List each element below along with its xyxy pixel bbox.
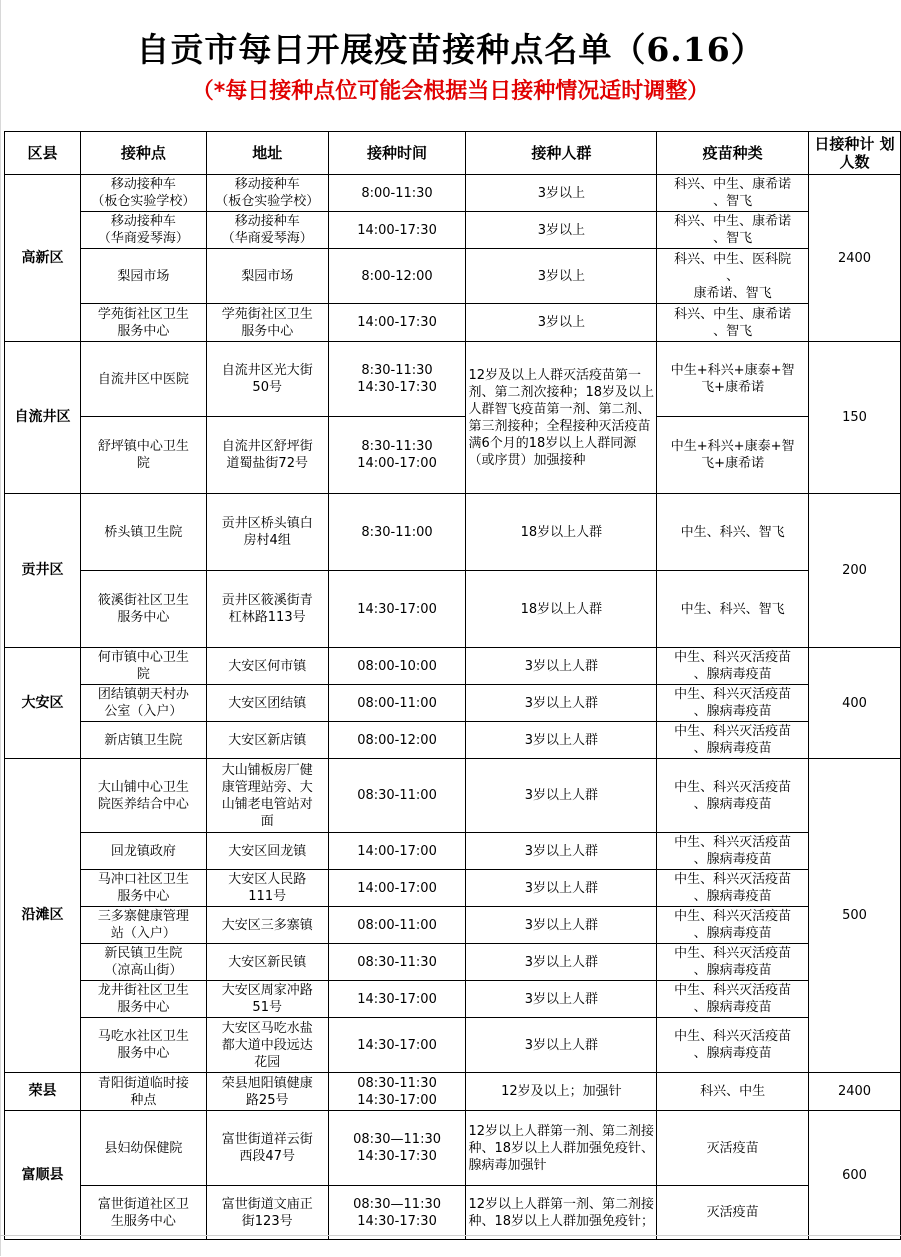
district-cell: 贡井区 xyxy=(5,494,81,648)
column-header-district: 区县 xyxy=(5,132,81,175)
vaccine-cell: 中生、科兴灭活疫苗 、腺病毒疫苗 xyxy=(657,907,809,944)
sheet-gridline xyxy=(0,0,1,1256)
quota-cell: 150 xyxy=(809,342,901,494)
population-cell: 3岁以上人群 xyxy=(466,907,657,944)
population-cell: 3岁以上人群 xyxy=(466,1018,657,1073)
address-cell: 自流井区光大街 50号 xyxy=(206,342,328,417)
vaccine-cell: 科兴、中生、康希诺 、智飞 xyxy=(657,175,809,212)
address-cell: 大安区马吃水盐 都大道中段远达 花园 xyxy=(206,1018,328,1073)
column-header-daily-quota: 日接种计 划人数 xyxy=(809,132,901,175)
vaccine-cell: 科兴、中生、康希诺 、智飞 xyxy=(657,304,809,342)
address-cell: 移动接种车 （板仓实验学校） xyxy=(206,175,328,212)
site-cell: 青阳街道临时接 种点 xyxy=(80,1073,206,1111)
table-row xyxy=(5,342,901,417)
time-cell: 8:00-12:00 xyxy=(328,249,466,304)
population-cell: 12岁及以上；加强针 xyxy=(466,1073,657,1111)
page-subtitle: （*每日接种点位可能会根据当日接种情况适时调整） xyxy=(191,79,710,104)
population-cell: 18岁以上人群 xyxy=(466,571,657,648)
time-cell: 14:30-17:00 xyxy=(328,1018,466,1073)
site-cell: 新店镇卫生院 xyxy=(80,722,206,759)
time-cell: 08:30—11:30 14:30-17:30 xyxy=(328,1186,466,1240)
address-cell: 学苑街社区卫生 服务中心 xyxy=(206,304,328,342)
vaccine-cell: 中生+科兴+康泰+智 飞+康希诺 xyxy=(657,417,809,494)
vaccine-cell: 中生、科兴灭活疫苗 、腺病毒疫苗 xyxy=(657,944,809,981)
column-header-population: 接种人群 xyxy=(466,132,657,175)
vaccine-cell: 中生、科兴灭活疫苗 、腺病毒疫苗 xyxy=(657,648,809,685)
time-cell: 14:30-17:00 xyxy=(328,571,466,648)
time-cell: 14:00-17:30 xyxy=(328,212,466,249)
table-row xyxy=(5,1073,901,1111)
population-cell: 3岁以上人群 xyxy=(466,648,657,685)
time-cell: 8:30-11:30 14:30-17:30 xyxy=(328,342,466,417)
table-header-row xyxy=(5,132,901,175)
site-cell: 移动接种车 （板仓实验学校） xyxy=(80,175,206,212)
population-cell: 12岁以上人群第一剂、第二剂接种、18岁以上人群加强免疫针、腺病毒加强针 xyxy=(466,1111,657,1186)
time-cell: 8:30-11:30 14:00-17:00 xyxy=(328,417,466,494)
table-row xyxy=(5,759,901,833)
site-cell: 回龙镇政府 xyxy=(80,833,206,870)
table-row xyxy=(5,944,901,981)
vaccine-cell: 科兴、中生、医科院 、 康希诺、智飞 xyxy=(657,249,809,304)
table-row xyxy=(5,907,901,944)
vaccine-cell: 中生、科兴灭活疫苗 、腺病毒疫苗 xyxy=(657,685,809,722)
quota-cell: 2400 xyxy=(809,175,901,342)
time-cell: 08:30-11:00 xyxy=(328,759,466,833)
district-cell: 富顺县 xyxy=(5,1111,81,1240)
table-row xyxy=(5,833,901,870)
site-cell: 马吃水社区卫生 服务中心 xyxy=(80,1018,206,1073)
site-cell: 何市镇中心卫生 院 xyxy=(80,648,206,685)
table-row xyxy=(5,870,901,907)
sheet-gridline xyxy=(0,1235,901,1257)
site-cell: 县妇幼保健院 xyxy=(80,1111,206,1186)
site-cell: 大山铺中心卫生 院医养结合中心 xyxy=(80,759,206,833)
address-cell: 富世街道祥云街 西段47号 xyxy=(206,1111,328,1186)
table-row xyxy=(5,685,901,722)
vaccine-cell: 中生、科兴灭活疫苗 、腺病毒疫苗 xyxy=(657,722,809,759)
district-cell: 高新区 xyxy=(5,175,81,342)
column-header-site: 接种点 xyxy=(80,132,206,175)
address-cell: 大安区何市镇 xyxy=(206,648,328,685)
site-cell: 三多寨健康管理 站（入户） xyxy=(80,907,206,944)
table-row xyxy=(5,304,901,342)
time-cell: 08:00-12:00 xyxy=(328,722,466,759)
time-cell: 14:00-17:00 xyxy=(328,833,466,870)
address-cell: 大安区周家冲路 51号 xyxy=(206,981,328,1018)
site-cell: 筱溪街社区卫生 服务中心 xyxy=(80,571,206,648)
address-cell: 自流井区舒坪街 道蜀盐街72号 xyxy=(206,417,328,494)
vaccine-cell: 中生、科兴灭活疫苗 、腺病毒疫苗 xyxy=(657,981,809,1018)
site-cell: 马冲口社区卫生 服务中心 xyxy=(80,870,206,907)
table-row xyxy=(5,212,901,249)
vaccine-cell: 科兴、中生、康希诺 、智飞 xyxy=(657,212,809,249)
population-cell: 3岁以上 xyxy=(466,212,657,249)
table-row xyxy=(5,981,901,1018)
quota-cell: 600 xyxy=(809,1111,901,1240)
population-cell: 3岁以上人群 xyxy=(466,981,657,1018)
population-cell: 3岁以上人群 xyxy=(466,685,657,722)
population-cell: 3岁以上人群 xyxy=(466,722,657,759)
column-header-address: 地址 xyxy=(206,132,328,175)
time-cell: 14:00-17:00 xyxy=(328,870,466,907)
site-cell: 舒坪镇中心卫生 院 xyxy=(80,417,206,494)
time-cell: 08:30-11:30 xyxy=(328,944,466,981)
site-cell: 桥头镇卫生院 xyxy=(80,494,206,571)
population-cell: 3岁以上人群 xyxy=(466,944,657,981)
address-cell: 移动接种车 （华商爱琴海） xyxy=(206,212,328,249)
time-cell: 08:30-11:30 14:30-17:00 xyxy=(328,1073,466,1111)
population-cell: 18岁以上人群 xyxy=(466,494,657,571)
column-header-vaccine: 疫苗种类 xyxy=(657,132,809,175)
site-cell: 自流井区中医院 xyxy=(80,342,206,417)
district-cell: 沿滩区 xyxy=(5,759,81,1073)
vaccine-cell: 科兴、中生 xyxy=(657,1073,809,1111)
vaccine-cell: 中生、科兴灭活疫苗 、腺病毒疫苗 xyxy=(657,1018,809,1073)
time-cell: 08:00-10:00 xyxy=(328,648,466,685)
quota-cell: 200 xyxy=(809,494,901,648)
population-cell: 3岁以上人群 xyxy=(466,833,657,870)
district-cell: 自流井区 xyxy=(5,342,81,494)
column-header-time: 接种时间 xyxy=(328,132,466,175)
table-row xyxy=(5,722,901,759)
table-row xyxy=(5,1018,901,1073)
site-cell: 龙井街社区卫生 服务中心 xyxy=(80,981,206,1018)
time-cell: 08:30—11:30 14:30-17:30 xyxy=(328,1111,466,1186)
time-cell: 08:00-11:00 xyxy=(328,907,466,944)
address-cell: 大山铺板房厂健 康管理站旁、大 山铺老电管站对 面 xyxy=(206,759,328,833)
time-cell: 08:00-11:00 xyxy=(328,685,466,722)
address-cell: 大安区新民镇 xyxy=(206,944,328,981)
site-cell: 梨园市场 xyxy=(80,249,206,304)
address-cell: 大安区团结镇 xyxy=(206,685,328,722)
vaccine-cell: 灭活疫苗 xyxy=(657,1111,809,1186)
address-cell: 荣县旭阳镇健康 路25号 xyxy=(206,1073,328,1111)
address-cell: 大安区新店镇 xyxy=(206,722,328,759)
table-row xyxy=(5,175,901,212)
table-row xyxy=(5,571,901,648)
population-cell: 12岁及以上人群灭活疫苗第一剂、第二剂次接种；18岁及以上人群智飞疫苗第一剂、第二剂、第三剂接种；全程接种灭活疫苗满6个月的18岁以上人群同源（或序贯）加强接种 xyxy=(466,342,657,494)
population-cell: 3岁以上 xyxy=(466,249,657,304)
vaccine-cell: 中生、科兴灭活疫苗 、腺病毒疫苗 xyxy=(657,833,809,870)
population-cell: 3岁以上 xyxy=(466,175,657,212)
site-cell: 团结镇朝天村办 公室（入户） xyxy=(80,685,206,722)
site-cell: 新民镇卫生院 （凉高山街） xyxy=(80,944,206,981)
table-row xyxy=(5,494,901,571)
site-cell: 学苑街社区卫生 服务中心 xyxy=(80,304,206,342)
quota-cell: 400 xyxy=(809,648,901,759)
vaccine-cell: 中生、科兴、智飞 xyxy=(657,571,809,648)
vaccine-cell: 灭活疫苗 xyxy=(657,1186,809,1240)
table-row xyxy=(5,1186,901,1240)
district-cell: 荣县 xyxy=(5,1073,81,1111)
population-cell: 3岁以上 xyxy=(466,304,657,342)
page-title: 自贡市每日开展疫苗接种点名单（6.16） xyxy=(136,30,765,69)
vaccine-cell: 中生+科兴+康泰+智 飞+康希诺 xyxy=(657,342,809,417)
address-cell: 大安区人民路 111号 xyxy=(206,870,328,907)
address-cell: 大安区三多寨镇 xyxy=(206,907,328,944)
population-cell: 3岁以上人群 xyxy=(466,759,657,833)
vaccination-sites-table xyxy=(4,131,901,1240)
site-cell: 富世街道社区卫 生服务中心 xyxy=(80,1186,206,1240)
vaccine-cell: 中生、科兴灭活疫苗 、腺病毒疫苗 xyxy=(657,870,809,907)
district-cell: 大安区 xyxy=(5,648,81,759)
address-cell: 梨园市场 xyxy=(206,249,328,304)
quota-cell: 500 xyxy=(809,759,901,1073)
address-cell: 富世街道文庙正 街123号 xyxy=(206,1186,328,1240)
time-cell: 8:00-11:30 xyxy=(328,175,466,212)
table-row xyxy=(5,648,901,685)
vaccine-cell: 中生、科兴、智飞 xyxy=(657,494,809,571)
address-cell: 贡井区筱溪街青 杠林路113号 xyxy=(206,571,328,648)
quota-cell: 2400 xyxy=(809,1073,901,1111)
address-cell: 大安区回龙镇 xyxy=(206,833,328,870)
time-cell: 8:30-11:00 xyxy=(328,494,466,571)
time-cell: 14:30-17:00 xyxy=(328,981,466,1018)
address-cell: 贡井区桥头镇白 房村4组 xyxy=(206,494,328,571)
site-cell: 移动接种车 （华商爱琴海） xyxy=(80,212,206,249)
population-cell: 3岁以上人群 xyxy=(466,870,657,907)
population-cell: 12岁以上人群第一剂、第二剂接种、18岁以上人群加强免疫针； xyxy=(466,1186,657,1240)
table-row xyxy=(5,249,901,304)
table-row xyxy=(5,417,901,494)
table-row xyxy=(5,1111,901,1186)
vaccine-cell: 中生、科兴灭活疫苗 、腺病毒疫苗 xyxy=(657,759,809,833)
time-cell: 14:00-17:30 xyxy=(328,304,466,342)
